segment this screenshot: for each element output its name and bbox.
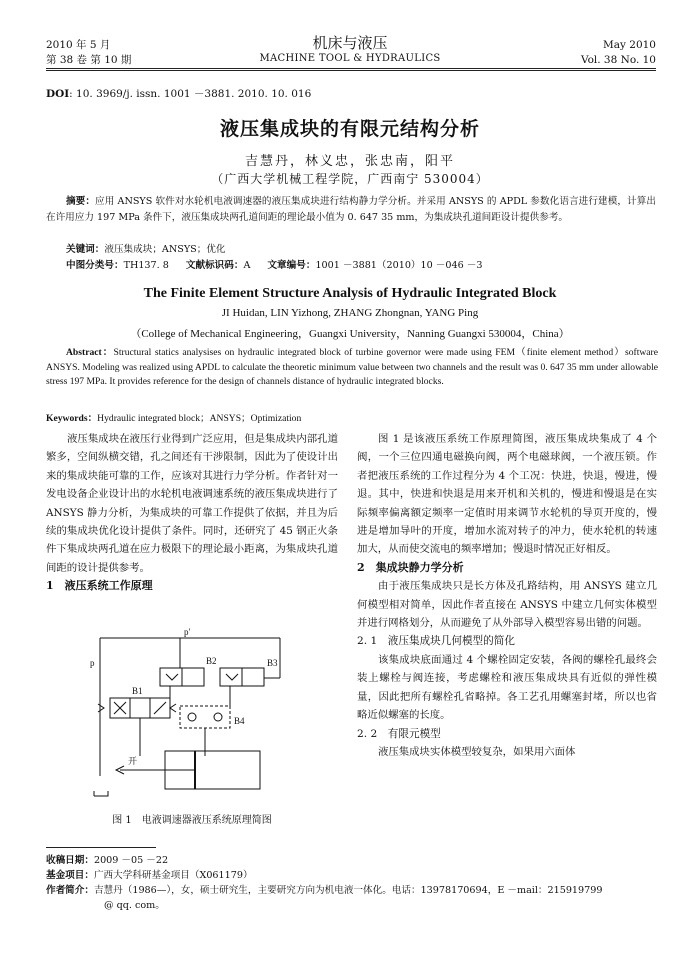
paragraph-system-description: 图 1 是该液压系统工作原理简图，液压集成块集成了 4 个阀，一个三位四通电磁换向阀，两个电磁球阀，一个液压锁。作者把液压系统的工作过程分为 4 个工况：快进，快退，慢进，慢退。其中，快进和快退是用来开机和关机的，慢进和慢退是在实际频率偏离额定频率一定值时用来调节水轮机的导页开度的，慢进是增加导叶的开度，增加水流对转子的冲力，使水轮机的转速加大，从而使交流电的频率增加；慢退时情况正好相反。 <box>357 433 657 556</box>
valve-b2-box-a <box>160 668 182 686</box>
paper-title-en: The Finite Element Structure Analysis of Hydraulic Integrated Block <box>143 286 557 301</box>
footnote-fund <box>46 868 661 883</box>
doi-value: : 10. 3969/j. issn. 1001 －3881. 2010. 10. 016 <box>69 88 312 100</box>
header-rule <box>46 68 656 69</box>
body-column-left <box>46 430 338 596</box>
doc-code-label: 文献标识码： <box>185 260 244 271</box>
affiliation-zh: （广西大学机械工程学院，广西南宁 530004） <box>211 172 489 186</box>
doi <box>46 86 311 101</box>
authors-zh: 吉慧丹，林义忠，张忠南，阳平 <box>244 154 455 169</box>
journal-name-zh: 机床与液压 <box>312 34 388 52</box>
abstract-zh-text: 应用 ANSYS 软件对水轮机电液调速器的液压集成块进行结构静力学分析。并采用 ANSYS 的 APDL 参数化语言进行建模，计算出在许用应力 197 MPa 条件下，液压集成块两孔道间距的理论最小值为 0. 647 35 mm，为集成块孔道间距设计提供参考。 <box>46 196 657 223</box>
received-date: 2009 －05 －22 <box>93 855 169 866</box>
classification-line <box>66 258 496 273</box>
author-label: 作者简介： <box>46 885 94 896</box>
clc-label: 中图分类号： <box>66 260 124 271</box>
header-volume-issue: 第 38 卷 第 10 期 <box>46 54 132 66</box>
intro-paragraph: 液压集成块在液压行业得到广泛应用，但是集成块内部孔道繁多，空间纵横交错，孔之间还有干涉限制，因此为了使设计出来的集成块能可靠的工作，应该对其进行力学分析。作者针对一发电设备企业设计出的水轮机电液调速系统的液压集成块进行了 ANSYS 静力分析，为集成块的可靠工作提供了依据，并且为后续的集成块优化设计提供了条件。同时，还研究了 45 钢正火条件下集成块两孔道在应力极限下的理论最小距离，为集成块孔道间距的设计提供参考。 <box>46 433 338 574</box>
paper-title-zh: 液压集成块的有限元结构分析 <box>219 118 480 140</box>
abstract-en <box>46 346 658 390</box>
paragraph-fe-model: 液压集成块实体模型较复杂，如果用六面体 <box>378 745 576 758</box>
abstract-zh-label: 摘要： <box>66 196 96 207</box>
abstract-en-label: Abstract： <box>66 347 114 358</box>
label-b2: B2 <box>206 656 217 666</box>
affiliation-en: （College of Mechanical Engineering，Guangxi University，Nanning Guangxi 530004，China） <box>130 328 570 340</box>
section-2-1-heading: 2. 1 液压集成块几何模型的简化 <box>357 635 515 648</box>
article-number-value: 1001 －3881（2010）10 －046 －3 <box>315 260 483 271</box>
section-2-2-heading: 2. 2 有限元模型 <box>357 727 441 740</box>
keywords-en-label: Keywords： <box>46 413 98 424</box>
keywords-en <box>46 410 301 424</box>
header-date: 2010 年 5 月 <box>46 39 111 51</box>
label-p: p <box>90 658 95 668</box>
paragraph-geometry-simplification: 该集成块底面通过 4 个螺栓固定安装，各阀的螺栓孔最终会装上螺栓与阀连接，考虑螺栓和液压集成块具有近似的弹性模量，因此把所有螺栓孔省略掉。各工艺孔用螺塞封堵，所以也省略近似螺塞的长度。 <box>357 653 657 722</box>
valve-b1-arrows <box>114 702 166 714</box>
keywords-zh-label: 关键词： <box>66 244 105 255</box>
journal-name-en: MACHINE TOOL & HYDRAULICS <box>259 53 441 64</box>
keywords-zh <box>66 242 240 257</box>
footnote-author-cont: @ qq. com。 <box>104 900 165 911</box>
paragraph-static-analysis: 由于液压集成块只是长方体及孔路结构，用 ANSYS 建立几何模型相对简单，因此作者直接在 ANSYS 中建立几何实体模型并进行网格划分，从而避免了从外部导入模型容易出错的问题。 <box>357 580 657 630</box>
journal-date-volume-en <box>581 38 656 68</box>
article-number-label: 文章编号： <box>267 260 316 271</box>
label-b3: B3 <box>267 658 278 668</box>
body-column-right <box>357 430 657 761</box>
valve-b1-box-b <box>130 698 150 718</box>
valve-b4-ball-a <box>188 713 196 721</box>
journal-name <box>200 34 500 65</box>
header-rule-thin <box>46 70 656 71</box>
journal-date-volume <box>46 38 131 68</box>
section-1-heading: 1 液压系统工作原理 <box>46 579 153 593</box>
label-b1: B1 <box>132 686 143 696</box>
abstract-zh <box>46 194 656 225</box>
keywords-zh-text: 液压集成块；ANSYS；优化 <box>104 244 226 255</box>
valve-b4-ball-b <box>214 713 222 721</box>
valve-b3-box-a <box>220 668 242 686</box>
label-b4: B4 <box>234 716 245 726</box>
authors-en: JI Huidan, LIN Yizhong, ZHANG Zhongnan, YANG Ping <box>221 307 479 319</box>
header-date-en: May 2010 <box>602 39 656 51</box>
section-2-heading: 2 集成块静力学分析 <box>357 560 464 574</box>
author-bio: 吉慧丹（1986—），女，硕士研究生，主要研究方向为机电液一体化。电话：13978170694，E －mail：215919799 <box>93 885 603 896</box>
valve-b2-arrow <box>166 674 178 680</box>
header-volume-issue-en: Vol. 38 No. 10 <box>580 54 656 66</box>
figure-1-caption: 图 1 电液调速器液压系统原理简图 <box>112 815 272 826</box>
label-open: 开 <box>128 756 138 766</box>
footnote-rule <box>46 847 156 848</box>
valve-b2-box-b <box>182 668 204 686</box>
received-label: 收稿日期： <box>46 855 94 866</box>
keywords-en-text: Hydraulic integrated block；ANSYS；Optimization <box>97 413 302 424</box>
clc-value: TH137. 8 <box>123 260 169 271</box>
valve-b3-arrow <box>226 674 238 680</box>
valve-b3-box-b <box>242 668 264 686</box>
doc-code-value: A <box>243 260 251 271</box>
footnote-received <box>46 853 661 868</box>
hydraulic-schematic-figure <box>80 626 310 806</box>
doi-label: DOI <box>46 88 70 100</box>
label-p-prime: p′ <box>184 627 191 637</box>
tank-symbol <box>94 791 108 796</box>
fund-value: 广西大学科研基金项目（X061179） <box>93 870 253 881</box>
footnote-author <box>46 883 661 898</box>
fund-label: 基金项目： <box>46 870 94 881</box>
abstract-en-text: Structural statics analysises on hydraulic integrated block of turbine governor were made using FEM（finite element method）software ANSYS. Modeling was realized using APDL to calculate the theoretic minimum value between two channels and the result was 0. 647 35 mm under allowable stress 197 MPa. It provides reference for the design of channels distance of hydraulic integrated blocks. <box>46 347 659 387</box>
